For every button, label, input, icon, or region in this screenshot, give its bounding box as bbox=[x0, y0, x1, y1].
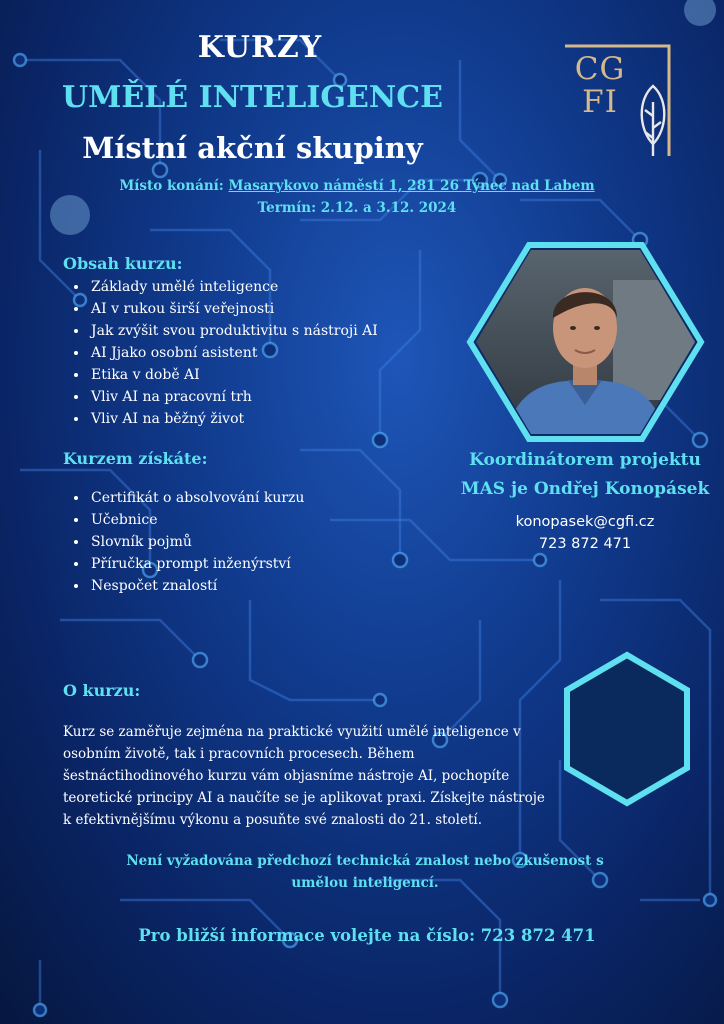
logo-text-line2: FI bbox=[582, 84, 618, 120]
course-content-heading: Obsah kurzu: bbox=[63, 254, 183, 273]
coordinator-line2: MAS je Ondřej Konopásek bbox=[460, 479, 710, 499]
venue bbox=[0, 178, 714, 194]
coordinator-line1: Koordinátorem projektu bbox=[469, 450, 701, 470]
benefits-heading: Kurzem získáte: bbox=[63, 449, 208, 468]
list-item: • AI v rukou širší veřejnosti bbox=[89, 298, 449, 320]
logo-text bbox=[574, 53, 626, 119]
list-item: • Nespočet znalostí bbox=[89, 575, 449, 597]
decorative-hexagon bbox=[560, 650, 694, 808]
coordinator-photo bbox=[463, 240, 708, 445]
title-line2: UMĚLÉ INTELIGENCE bbox=[61, 80, 444, 115]
list-item: • Vliv AI na běžný život bbox=[89, 408, 449, 430]
leaf-icon bbox=[642, 86, 665, 156]
list-item: • Základy umělé inteligence bbox=[89, 276, 449, 298]
list-item: • Jak zvýšit svou produktivitu s nástroji AI bbox=[89, 320, 449, 342]
list-item: • Vliv AI na pracovní trh bbox=[89, 386, 449, 408]
logo-text-line1: CG bbox=[574, 51, 626, 87]
course-content-list bbox=[63, 276, 449, 430]
coordinator-phone[interactable]: 723 872 471 bbox=[538, 536, 632, 552]
coordinator-heading bbox=[450, 446, 720, 504]
about-text: Kurz se zaměřuje zejména na praktické využití umělé inteligence v osobním životě, tak i pracovních procesech. Během šestnáctihodinového kurzu vám objasníme nástroje AI, pochopíte teoretické principy AI a naučíte se je aplikovat praxi. Získejte nástroje k efektivnějšímu výkonu a posuňte své znalosti do 21. století. bbox=[63, 724, 545, 828]
info-line: Pro bližší informace volejte na číslo: 723 872 471 bbox=[138, 926, 596, 945]
coordinator-email[interactable]: konopasek@cgfi.cz bbox=[515, 514, 655, 530]
list-item: • Učebnice bbox=[89, 509, 449, 531]
benefits-list bbox=[63, 487, 449, 597]
venue-address: Masarykovo náměstí 1, 281 26 Týnec nad Labem bbox=[228, 178, 595, 194]
coordinator-contact bbox=[450, 511, 720, 555]
list-item: • AI Jjako osobní asistent bbox=[89, 342, 449, 364]
about-heading: O kurzu: bbox=[63, 681, 141, 700]
venue-label: Místo konání: bbox=[119, 178, 224, 194]
about-note: Není vyžadována předchozí technická znalost nebo zkušenost s umělou inteligencí. bbox=[126, 853, 604, 891]
course-term: Termín: 2.12. a 3.12. 2024 bbox=[257, 200, 457, 216]
list-item: • Slovník pojmů bbox=[89, 531, 449, 553]
list-item: • Etika v době AI bbox=[89, 364, 449, 386]
list-item: • Certifikát o absolvování kurzu bbox=[89, 487, 449, 509]
list-item: • Příručka prompt inženýrství bbox=[89, 553, 449, 575]
title-line1: KURZY bbox=[197, 30, 323, 65]
title-line3: Místní akční skupiny bbox=[82, 131, 423, 165]
